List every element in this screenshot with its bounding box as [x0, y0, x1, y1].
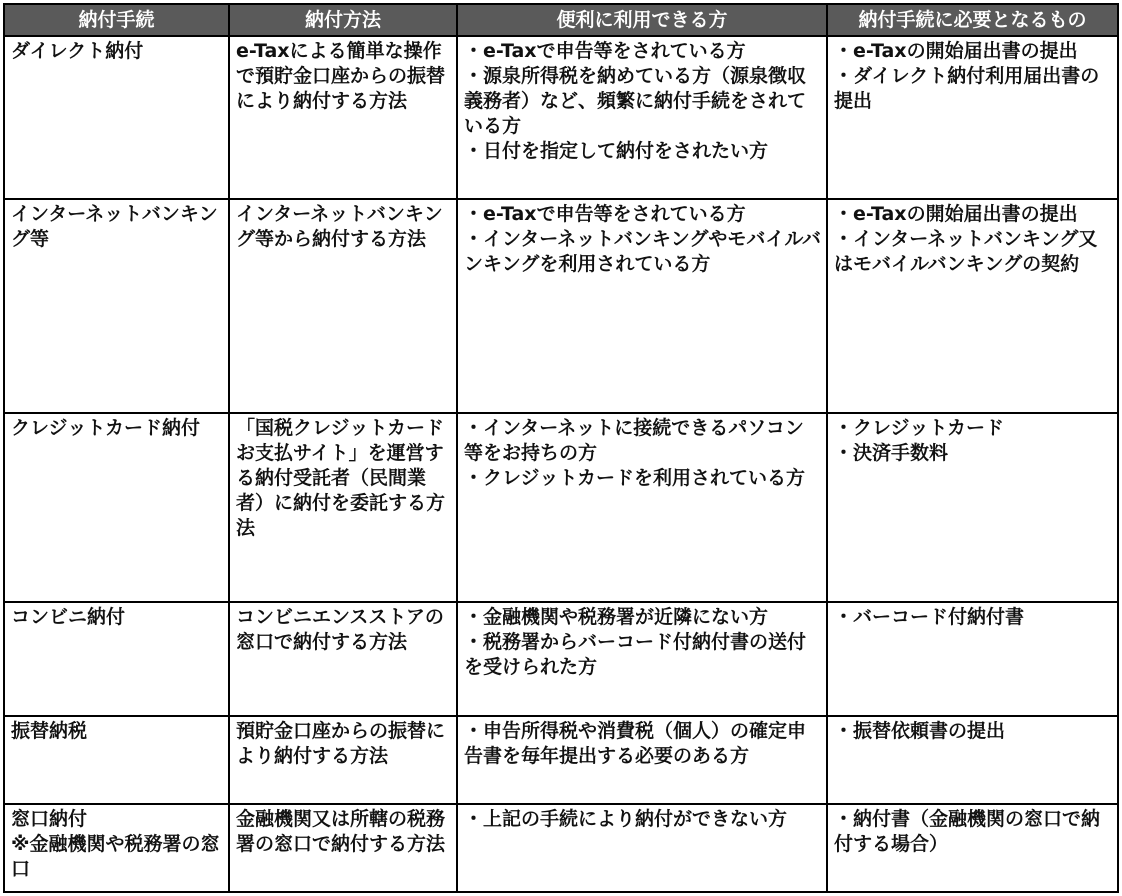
suitable-item: ・上記の手続により納付ができない方: [464, 808, 788, 830]
header-row: [4, 4, 1118, 36]
required-cell: [827, 199, 1118, 413]
required-item: ・クレジットカード: [834, 417, 1004, 439]
procedure-note: ※金融機関や税務署の窓口: [11, 833, 220, 880]
procedure-cell: インターネットバンキング等: [4, 199, 229, 413]
required-item: ・e-Taxの開始届出書の提出: [834, 203, 1078, 225]
table-row: [4, 716, 1118, 804]
procedure-cell: 振替納税: [4, 716, 229, 804]
table-row: [4, 413, 1118, 602]
procedure-cell: クレジットカード納付: [4, 413, 229, 602]
required-item: ・納付書（金融機関の窓口で納付する場合）: [834, 808, 1101, 855]
method-cell: 金融機関又は所轄の税務署の窓口で納付する方法: [229, 804, 457, 892]
required-item: ・バーコード付納付書: [834, 606, 1025, 628]
suitable-cell: [457, 413, 827, 602]
required-cell: [827, 413, 1118, 602]
header-method: 納付方法: [229, 4, 457, 36]
suitable-cell: [457, 602, 827, 716]
suitable-cell: [457, 804, 827, 892]
table-row: [4, 199, 1118, 413]
header-procedure: 納付手続: [4, 4, 229, 36]
method-cell: コンビニエンスストアの窓口で納付する方法: [229, 602, 457, 716]
required-item: ・インターネットバンキング又はモバイルバンキングの契約: [834, 228, 1098, 275]
table-row: [4, 36, 1118, 199]
method-cell: 「国税クレジットカードお支払サイト」を運営する納付受託者（民間業者）に納付を委託する方法: [229, 413, 457, 602]
suitable-cell: [457, 36, 827, 199]
suitable-item: ・インターネットに接続できるパソコン等をお持ちの方: [464, 417, 804, 464]
suitable-cell: [457, 199, 827, 413]
suitable-cell: [457, 716, 827, 804]
required-cell: [827, 716, 1118, 804]
method-cell: e-Taxによる簡単な操作で預貯金口座からの振替により納付する方法: [229, 36, 457, 199]
suitable-item: ・日付を指定して納付をされたい方: [464, 140, 769, 162]
table-row: [4, 804, 1118, 892]
procedure-name: 窓口納付: [11, 808, 88, 830]
header-suitable: 便利に利用できる方: [457, 4, 827, 36]
suitable-item: ・税務署からバーコード付納付書の送付を受けられた方: [464, 631, 807, 678]
header-required: 納付手続に必要となるもの: [827, 4, 1118, 36]
required-item: ・e-Taxの開始届出書の提出: [834, 40, 1078, 62]
suitable-item: ・申告所得税や消費税（個人）の確定申告書を毎年提出する必要のある方: [464, 720, 807, 767]
method-cell: 預貯金口座からの振替により納付する方法: [229, 716, 457, 804]
suitable-item: ・インターネットバンキングやモバイルバンキングを利用されている方: [464, 228, 822, 275]
required-item: ・振替依頼書の提出: [834, 720, 1006, 742]
required-item: ・ダイレクト納付利用届出書の提出: [834, 65, 1100, 112]
required-item: ・決済手数料: [834, 442, 949, 464]
table-row: [4, 602, 1118, 716]
procedure-cell: [4, 804, 229, 892]
suitable-item: ・クレジットカードを利用されている方: [464, 467, 805, 489]
method-cell: インターネットバンキング等から納付する方法: [229, 199, 457, 413]
payment-methods-table: [3, 3, 1119, 893]
suitable-item: ・金融機関や税務署が近隣にない方: [464, 606, 769, 628]
procedure-cell: ダイレクト納付: [4, 36, 229, 199]
required-cell: [827, 602, 1118, 716]
required-cell: [827, 804, 1118, 892]
suitable-item: ・e-Taxで申告等をされている方: [464, 203, 746, 225]
required-cell: [827, 36, 1118, 199]
suitable-item: ・源泉所得税を納めている方（源泉徴収義務者）など、頻繁に納付手続をされている方: [464, 65, 807, 137]
suitable-item: ・e-Taxで申告等をされている方: [464, 40, 746, 62]
procedure-cell: コンビニ納付: [4, 602, 229, 716]
